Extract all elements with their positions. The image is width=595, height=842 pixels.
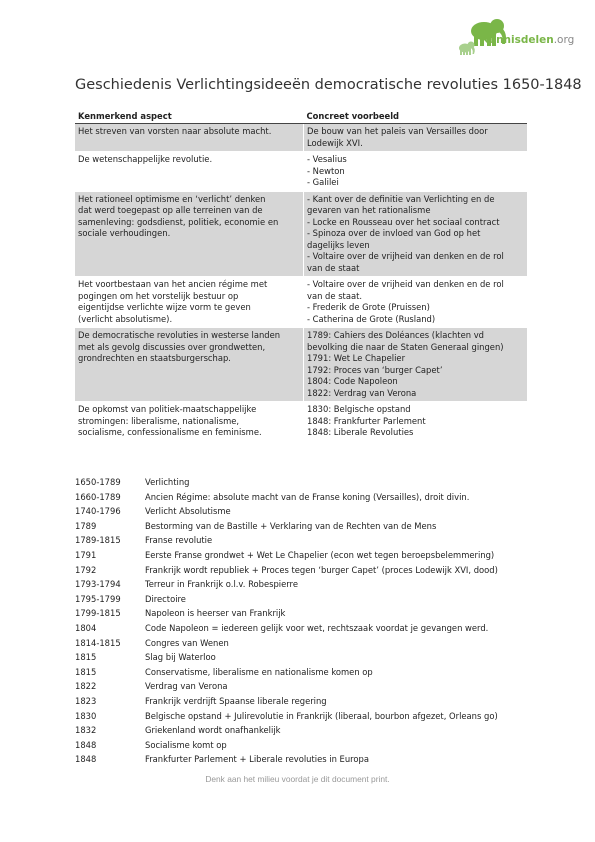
timeline-year: 1793-1794: [75, 579, 121, 590]
timeline-year: 1660-1789: [75, 491, 121, 502]
timeline-description: Socialisme komt op: [145, 739, 227, 750]
timeline-description: Code Napoleon = iedereen gelijk voor wet, rechtszaak voordat je gevangen werd.: [145, 622, 489, 633]
timeline-description: Conservatisme, liberalisme en nationalisme komen op: [145, 666, 373, 677]
timeline-year: 1822: [75, 681, 97, 692]
timeline-year: 1804: [75, 622, 97, 633]
example-line: van de staat: [307, 262, 360, 273]
table-row: [75, 277, 527, 328]
example-line: - Voltaire over de vrijheid van denken en de rol: [307, 251, 504, 261]
example-line: 1791: Wet Le Chapelier: [307, 353, 406, 363]
example-line: De bouw van het paleis van Versailles door: [307, 126, 488, 136]
aspects-table: [75, 110, 527, 442]
timeline-description: Frankrijk wordt republiek + Proces tegen ‘burger Capet’ (proces Lodewijk XVI, dood): [145, 564, 498, 575]
logo-tld: .org: [553, 34, 575, 46]
aspect-line: De opkomst van politiek-maatschappelijke: [78, 404, 257, 414]
timeline-description: Verdrag van Verona: [145, 681, 228, 692]
aspect-line: (verlicht absolutisme).: [78, 313, 173, 324]
timeline-year: 1814-1815: [75, 637, 121, 648]
timeline-description: Directoire: [145, 593, 186, 604]
example-line: 1789: Cahiers des Doléances (klachten vd: [307, 330, 484, 340]
example-line: - Frederik de Grote (Pruissen): [307, 302, 430, 312]
example-line: - Galilei: [307, 177, 339, 187]
timeline-description: Frankfurter Parlement + Liberale revoluties in Europa: [145, 754, 369, 765]
example-cell: [304, 328, 528, 402]
aspect-line: pogingen om het vorstelijk bestuur op: [78, 290, 239, 301]
timeline-description: Eerste Franse grondwet + Wet Le Chapelier (econ wet tegen beroepsbelemmering): [145, 549, 495, 560]
table-row: [75, 402, 527, 442]
column-header-aspect: Kenmerkend aspect: [75, 110, 304, 124]
example-line: van de staat.: [307, 290, 363, 301]
aspect-line: De wetenschappelijke revolutie.: [78, 154, 213, 164]
timeline-year: 1848: [75, 754, 97, 765]
timeline-year: 1830: [75, 710, 97, 721]
timeline-description: Terreur in Frankrijk o.l.v. Robespierre: [145, 579, 298, 590]
table-row: [75, 124, 527, 152]
timeline-year: 1791: [75, 549, 97, 560]
timeline-year: 1832: [75, 725, 97, 736]
example-cell: [304, 402, 528, 442]
timeline-description: Congres van Wenen: [145, 637, 229, 648]
example-line: - Kant over de definitie van Verlichting en de: [307, 193, 495, 204]
example-line: 1822: Verdrag van Verona: [307, 387, 417, 398]
timeline-description: Griekenland wordt onafhankelijk: [145, 725, 281, 736]
aspect-cell: [75, 191, 304, 277]
example-line: Lodewijk XVI.: [307, 137, 363, 148]
table-row: [75, 328, 527, 402]
timeline-description: Ancien Régime: absolute macht van de Franse koning (Versailles), droit divin.: [145, 491, 470, 502]
example-line: dagelijks leven: [307, 239, 370, 250]
example-line: gevaren van het rationalisme: [307, 205, 431, 215]
example-line: - Vesalius: [307, 154, 347, 164]
timeline-year: 1650-1789: [75, 477, 121, 487]
example-cell: [304, 191, 528, 277]
timeline-year: 1789: [75, 520, 97, 531]
aspect-line: met als gevolg discussies over grondwetten,: [78, 341, 266, 352]
aspect-line: grondrechten en staatsburgerschap.: [78, 353, 231, 363]
example-line: - Locke en Rousseau over het sociaal contract: [307, 216, 500, 227]
logo-wordmark[interactable]: [481, 34, 574, 46]
timeline-year: 1740-1796: [75, 506, 121, 517]
example-line: - Voltaire over de vrijheid van denken en de rol: [307, 279, 504, 289]
example-line: 1848: Liberale Revoluties: [307, 427, 414, 437]
timeline-year: 1848: [75, 739, 97, 750]
aspect-line: Het streven van vorsten naar absolute macht.: [78, 126, 272, 136]
aspect-line: socialisme, confessionalisme en feminisme.: [78, 427, 262, 437]
aspect-cell: [75, 152, 304, 192]
timeline-description: Verlicht Absolutisme: [145, 506, 231, 517]
footer-note: Denk aan het milieu voordat je dit document print.: [205, 774, 390, 784]
example-line: 1792: Proces van ‘burger Capet’: [307, 364, 443, 375]
aspect-cell: [75, 124, 304, 152]
aspect-line: eigentijdse verlichte wijze vorm te geven: [78, 302, 251, 312]
example-line: bevolking die naar de Staten Generaal gingen): [307, 341, 504, 352]
example-line: - Catherina de Grote (Rusland): [307, 313, 436, 324]
timeline-year: 1815: [75, 652, 97, 663]
table-row: [75, 191, 527, 277]
example-line: - Newton: [307, 165, 345, 176]
aspect-line: dat werd toegepast op alle terreinen van de: [78, 205, 263, 215]
timeline-description: Franse revolutie: [145, 535, 213, 546]
aspect-line: sociale verhoudingen.: [78, 228, 171, 238]
timeline-year: 1792: [75, 564, 97, 575]
logo-brand: Kennisdelen: [481, 34, 554, 46]
timeline-description: Verlichting: [145, 477, 190, 487]
timeline-description: Bestorming van de Bastille + Verklaring van de Rechten van de Mens: [145, 520, 437, 531]
aspect-cell: [75, 277, 304, 328]
aspect-line: stromingen: liberalisme, nationalisme,: [78, 415, 240, 426]
example-cell: [304, 124, 528, 152]
table-row: [75, 152, 527, 192]
aspect-line: samenleving: godsdienst, politiek, economie en: [78, 216, 279, 227]
example-line: 1848: Frankfurter Parlement: [307, 415, 426, 426]
timeline-year: 1795-1799: [75, 593, 121, 604]
example-cell: [304, 277, 528, 328]
aspect-line: De democratische revoluties in westerse landen: [78, 330, 281, 340]
aspect-cell: [75, 402, 304, 442]
example-line: 1830: Belgische opstand: [307, 404, 411, 414]
timeline-description: Slag bij Waterloo: [145, 652, 216, 663]
timeline-year: 1823: [75, 695, 97, 706]
aspect-line: Het voortbestaan van het ancien régime met: [78, 279, 268, 289]
timeline-year: 1799-1815: [75, 608, 121, 619]
timeline-description: Belgische opstand + Julirevolutie in Frankrijk (liberaal, bourbon afgezet, Orleans go): [145, 710, 498, 721]
timeline-year: 1789-1815: [75, 535, 121, 546]
example-line: 1804: Code Napoleon: [307, 376, 398, 386]
page-title: Geschiedenis Verlichtingsideeën democratische revoluties 1650-1848: [75, 77, 582, 93]
timeline-description: Frankrijk verdrijft Spaanse liberale regering: [145, 695, 327, 706]
table-header-row: [75, 110, 527, 124]
column-header-example: Concreet voorbeeld: [304, 110, 528, 124]
timeline-description: Napoleon is heerser van Frankrijk: [145, 608, 286, 619]
aspect-cell: [75, 328, 304, 402]
example-line: - Spinoza over de invloed van God op het: [307, 228, 481, 238]
timeline-year: 1815: [75, 666, 97, 677]
aspect-line: Het rationeel optimisme en ‘verlicht’ denken: [78, 193, 266, 204]
example-cell: [304, 152, 528, 192]
